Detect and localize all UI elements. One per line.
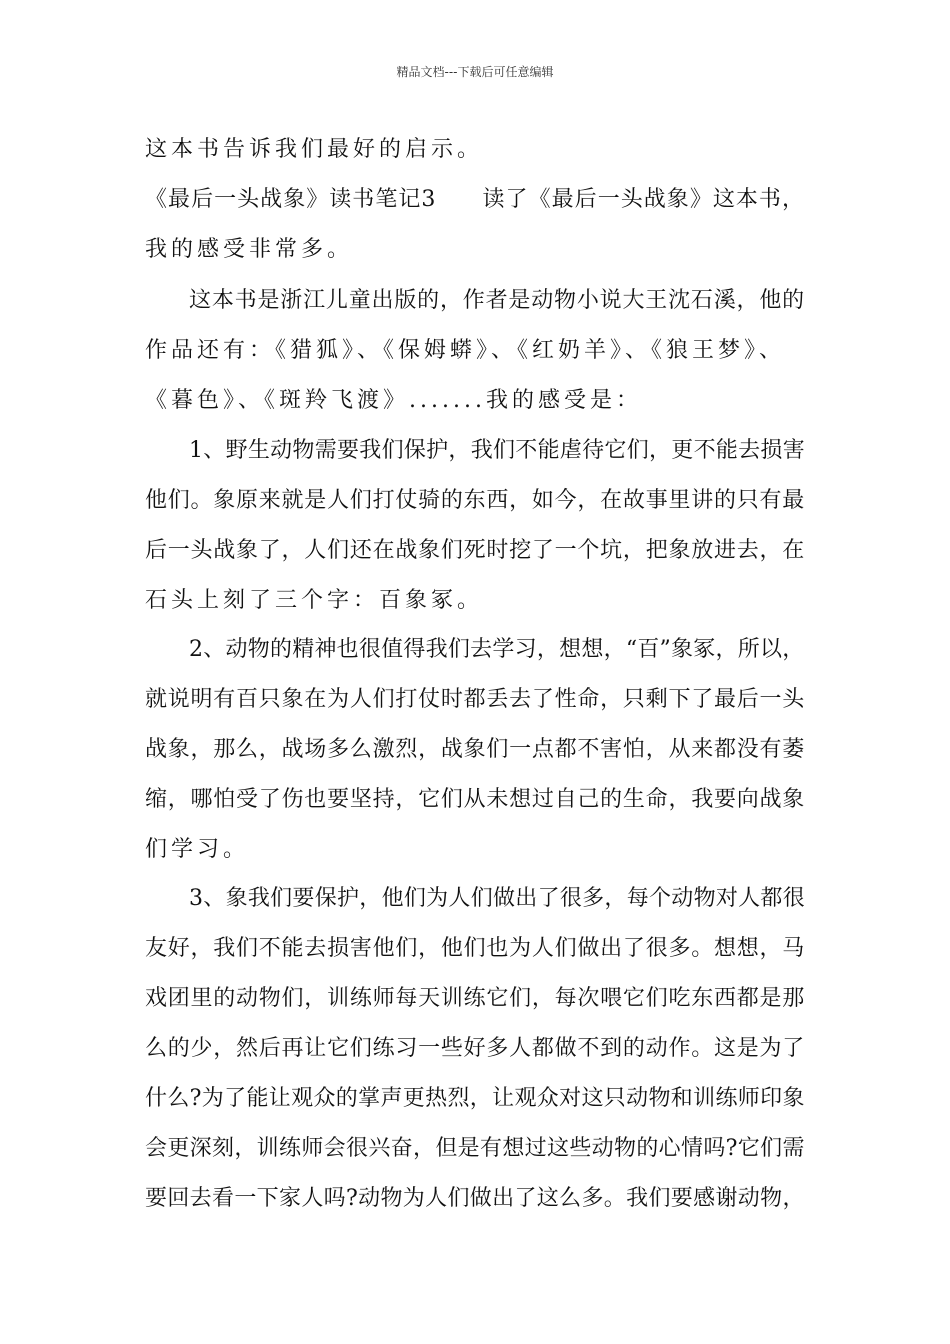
text-line: 要回去看一下家人吗?动物为人们做出了这么多。我们要感谢动物， (145, 1186, 805, 1211)
text-line: 戏团里的动物们，训练师每天训练它们，每次喂它们吃东西都是那 (145, 986, 806, 1011)
text-line: 石头上刻了三个字：百象冢。 (145, 588, 484, 613)
page-header: 精品文档---下载后可任意编辑 (396, 65, 554, 79)
text-line: 什么?为了能让观众的掌声更热烈，让观众对这只动物和训练师印象 (145, 1086, 805, 1111)
text-line: 我的感受非常多。 (145, 237, 354, 262)
text-line: 后一头战象了，人们还在战象们死时挖了一个坑，把象放进去，在 (145, 538, 806, 563)
text-line: 《暮色》、《斑羚飞渡》.......我的感受是： (145, 388, 642, 413)
text-line: 他们。象原来就是人们打仗骑的东西，如今，在故事里讲的只有最 (145, 488, 806, 513)
text-line: 《最后一头战象》读书笔记3 读了《最后一头战象》这本书， (145, 187, 805, 212)
text-line: 友好，我们不能去损害他们，他们也为人们做出了很多。想想，马 (145, 936, 806, 961)
text-line: 这本书是浙江儿童出版的，作者是动物小说大王沈石溪，他的 (189, 288, 806, 313)
text-line: 就说明有百只象在为人们打仗时都丢去了性命，只剩下了最后一头 (145, 687, 806, 712)
text-line: 们学习。 (145, 837, 250, 862)
text-line: 1、野生动物需要我们保护，我们不能虐待它们，更不能去损害 (189, 438, 805, 463)
text-line: 3、象我们要保护，他们为人们做出了很多，每个动物对人都很 (189, 886, 805, 911)
text-line: 作品还有：《猎狐》、《保姆蟒》、《红奶羊》、《狼王梦》、 (145, 338, 786, 363)
text-line: 2、动物的精神也很值得我们去学习，想想，“百”象冢，所以， (189, 637, 805, 662)
text-line: 缩，哪怕受了伤也要坚持，它们从未想过自己的生命，我要向战象 (145, 787, 806, 812)
text-line: 战象，那么，战场多么激烈，战象们一点都不害怕，从来都没有萎 (145, 737, 806, 762)
text-line: 么的少，然后再让它们练习一些好多人都做不到的动作。这是为了 (145, 1036, 806, 1061)
text-line: 会更深刻，训练师会很兴奋，但是有想过这些动物的心情吗?它们需 (145, 1136, 805, 1161)
text-line: 这本书告诉我们最好的启示。 (145, 137, 484, 162)
